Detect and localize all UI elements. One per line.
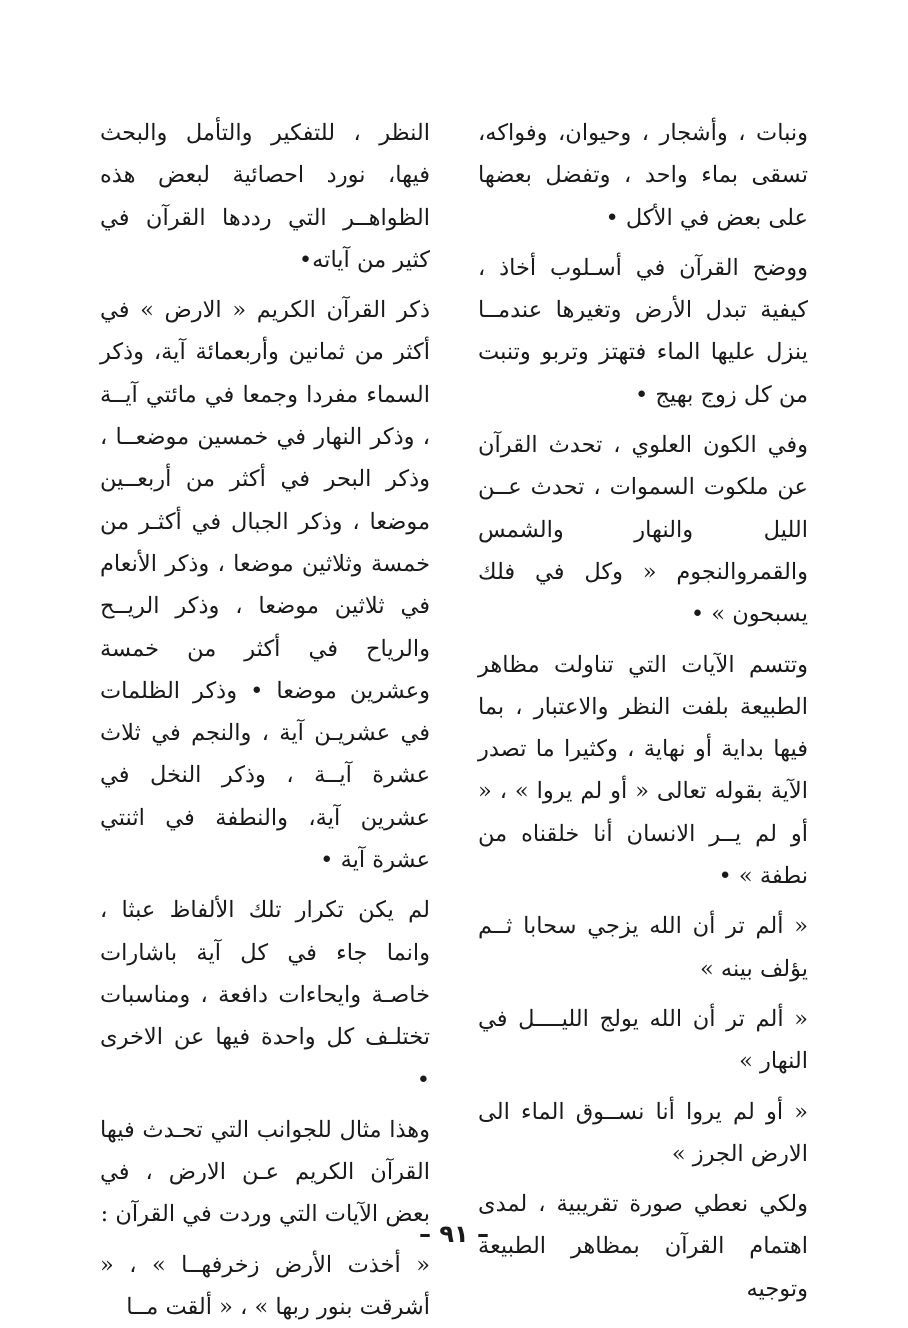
paragraph: لم يكن تكرار تلك الألفاظ عبثا ، وانما جاء في كل آية باشارات خاصـة وايحاءات دافعة ، ومناسبات تختلـف كل واحدة فيها عن الاخرى • (100, 897, 430, 1093)
paragraph: ووضح القرآن في أسـلوب أخاذ ، كيفية تبدل الأرض وتغيرها عندمــا ينزل عليها الماء فتهتز وتربو وتنبت من كل زوج بهيج • (478, 254, 808, 408)
paragraph: وفي الكون العلوي ، تحدث القرآن عن ملكوت السموات ، تحدث عــن الليل والنهار والشمس والقمروالنجوم « وكل في فلك يسبحون » • (478, 432, 808, 628)
left-column (100, 112, 430, 1328)
paragraph: وتتسم الآيات التي تناولت مظاهر الطبيعة بلفت النظر والاعتبار ، بما فيها بداية أو نهاية ، وكثيرا ما تصدر الآية بقوله تعالى « أو لم يروا » ، « أو لم يــر الانسان أنا خلقناه من نطفة » • (478, 651, 808, 890)
quote-paragraph: « ألم تر أن الله يولج الليــــل في النهار » (478, 1005, 808, 1075)
paragraph: ولكي نعطي صورة تقريبية ، لمدى اهتمام القرآن بمظاهر الطبيعة وتوجيه (478, 1191, 808, 1302)
quote-paragraph: « أو لم يروا أنا نســوق الماء الى الارض الجرز » (478, 1098, 808, 1167)
paragraph: النظر ، للتفكير والتأمل والبحث فيها، نورد احصائية لبعض هذه الظواهــر التي رددها القرآن في كثير من آياته• (100, 120, 430, 273)
quote-paragraph: « أخذت الأرض زخرفهــا » ، « أشرقت بنور ربها » ، « ألقت مــا (100, 1251, 430, 1321)
quote-paragraph: « ألم تر أن الله يزجي سحابا ثــم يؤلف بينه » (478, 913, 808, 982)
paragraph: ونبات ، وأشجار ، وحيوان، وفواكه، تسقى بماء واحد ، وتفضل بعضها على بعض في الأكل • (478, 120, 808, 231)
paragraph: وهذا مثال للجوانب التي تحـدث فيها القرآن الكريم عـن الارض ، في بعض الآيات التي وردت في القرآن : (100, 1116, 430, 1228)
page-number: – ٩١ – (418, 1220, 489, 1248)
right-column (478, 112, 808, 1310)
paragraph: ذكر القرآن الكريم « الارض » في أكثر من ثمانين وأربعمائة آية، وذكر السماء مفردا وجمعا في مائتي آيــة ، وذكر النهار في خمسين موضعــا ، وذكر البحر في أكثر من أربعــين موضعا ، وذكر الجبال في أكثـر من خمسة وثلاثين موضعا ، وذكر الأنعام في ثلاثين موضعا ، وذكر الريــح والرياح في أكثر من خمسة وعشرين موضعا • وذكر الظلمات في عشريـن آية ، والنجم في ثلاث عشرة آيــة ، وذكر النخل في عشرين آية، والنطفة في اثنتي عشرة آية • (100, 297, 430, 874)
